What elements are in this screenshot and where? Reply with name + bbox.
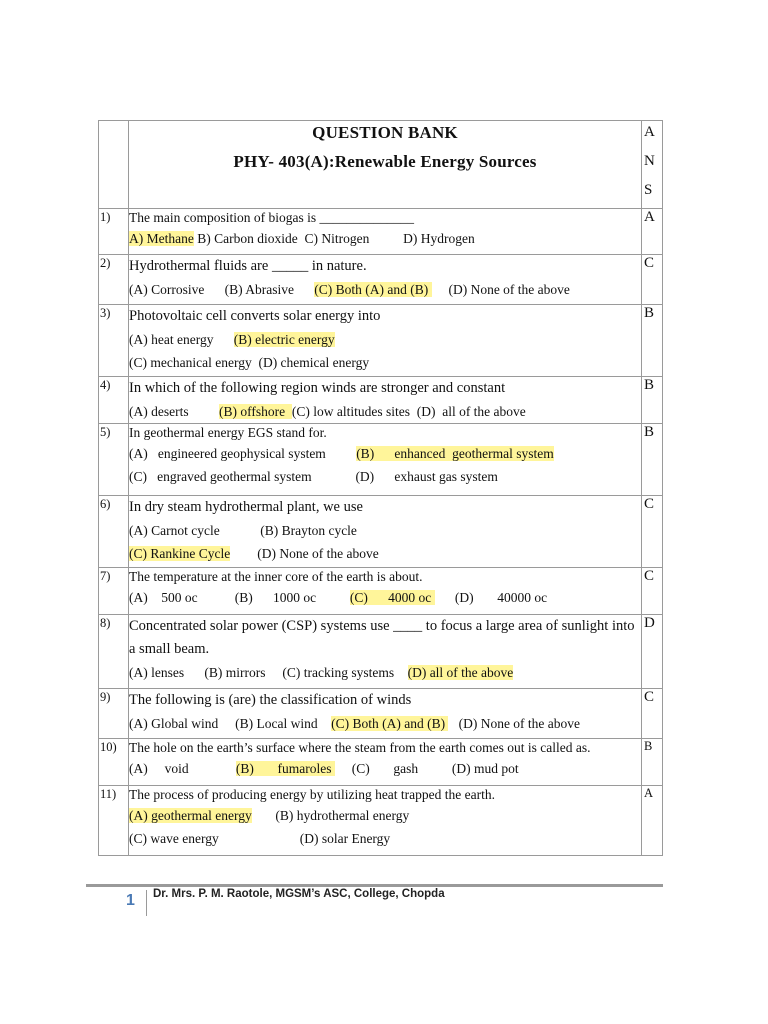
option-text: (D) None of the above: [448, 716, 581, 731]
answer-key: C: [642, 568, 663, 615]
answer-key: C: [642, 496, 663, 568]
correct-option: (C) Rankine Cycle: [129, 546, 231, 561]
footer-author: Dr. Mrs. P. M. Raotole, MGSM’s ASC, College, Chopda: [153, 888, 445, 900]
correct-option: (C) 4000 oc: [349, 590, 435, 605]
ans-letter-a: A: [644, 124, 655, 140]
option-text: (C) gash (D) mud pot: [334, 761, 519, 776]
question-number: 7): [99, 568, 129, 615]
option-text: (C) wave energy (D) solar Energy: [129, 831, 391, 846]
question-cell: [129, 615, 642, 689]
question-row: [99, 689, 663, 739]
question-number: 3): [99, 305, 129, 377]
option-text: (A) Corrosive (B) Abrasive: [129, 282, 315, 297]
options-line: [129, 328, 641, 351]
question-row: [99, 496, 663, 568]
question-number: 6): [99, 496, 129, 568]
question-cell: [129, 568, 642, 615]
question-stem: The temperature at the inner core of the earth is about.: [129, 569, 423, 584]
answer-key: C: [642, 689, 663, 739]
option-text: (A) 500 oc (B) 1000 oc: [129, 590, 350, 605]
options-line: [129, 519, 641, 542]
option-text: B) Carbon dioxide C) Nitrogen D) Hydrogen: [193, 231, 475, 246]
question-row: [99, 739, 663, 786]
question-stem: The process of producing energy by utilizing heat trapped the earth.: [129, 787, 496, 802]
options-line: [129, 442, 641, 465]
option-text: (C) engraved geothermal system (D) exhaust gas system: [129, 469, 498, 484]
question-cell: [129, 689, 642, 739]
answer-key: A: [642, 209, 663, 255]
correct-option: (B) enhanced geothermal system: [356, 446, 554, 461]
question-number: 1): [99, 209, 129, 255]
correct-option: (B) fumaroles: [235, 761, 335, 776]
options-line: [129, 278, 641, 301]
options-line: [129, 712, 641, 735]
question-row: [99, 568, 663, 615]
question-row: [99, 305, 663, 377]
question-row: [99, 786, 663, 856]
question-number: 2): [99, 255, 129, 305]
question-stem: The hole on the earth’s surface where the steam from the earth comes out is called as.: [129, 740, 591, 755]
page-number: 1: [126, 890, 147, 916]
option-text: (A) deserts: [129, 404, 219, 419]
answer-key: A: [642, 786, 663, 856]
question-cell: [129, 739, 642, 786]
options-line: [129, 827, 641, 850]
question-stem: Photovoltaic cell converts solar energy into: [129, 308, 381, 324]
header-row: [99, 121, 663, 209]
option-text: (D) None of the above: [230, 546, 379, 561]
answer-column-header: [642, 121, 663, 209]
option-text: (C) low altitudes sites (D) all of the above: [291, 404, 526, 419]
option-text: (B) hydrothermal energy: [251, 808, 410, 823]
options-line: [129, 542, 641, 565]
question-stem: Concentrated solar power (CSP) systems use ____ to focus a large area of sunlight into a small beam.: [129, 618, 635, 657]
answer-key: B: [642, 305, 663, 377]
correct-option: (C) Both (A) and (B): [314, 282, 432, 297]
question-stem: Hydrothermal fluids are _____ in nature.: [129, 258, 367, 274]
question-number: 9): [99, 689, 129, 739]
question-cell: [129, 209, 642, 255]
ans-letter-n: N: [644, 153, 655, 169]
ans-letter-s: S: [644, 182, 653, 198]
options-line: [129, 804, 641, 827]
question-row: [99, 424, 663, 496]
correct-option: (B) offshore: [218, 404, 292, 419]
question-row: [99, 209, 663, 255]
option-text: (C) mechanical energy (D) chemical energy: [129, 355, 370, 370]
correct-option: (B) electric energy: [233, 332, 335, 347]
correct-option: (D) all of the above: [407, 665, 514, 680]
options-line: [129, 227, 641, 250]
question-number: 5): [99, 424, 129, 496]
option-text: (A) engineered geophysical system: [129, 446, 357, 461]
footer-divider: [86, 884, 663, 887]
correct-option: (C) Both (A) and (B): [331, 716, 449, 731]
question-number: 4): [99, 377, 129, 424]
options-line: [129, 661, 641, 684]
question-stem: The following is (are) the classification of winds: [129, 692, 412, 708]
options-line: [129, 586, 641, 609]
answer-key: D: [642, 615, 663, 689]
question-stem: In geothermal energy EGS stand for.: [129, 425, 327, 440]
answer-key: C: [642, 255, 663, 305]
page-title: QUESTION BANK: [312, 123, 458, 142]
option-text: (A) heat energy: [129, 332, 234, 347]
question-number: 8): [99, 615, 129, 689]
answer-key: B: [642, 377, 663, 424]
correct-option: (A) geothermal energy: [129, 808, 252, 823]
option-text: (A) Global wind (B) Local wind: [129, 716, 332, 731]
question-stem: The main composition of biogas is ______________: [129, 210, 414, 225]
question-number: 10): [99, 739, 129, 786]
option-text: (D) None of the above: [431, 282, 570, 297]
options-line: [129, 757, 641, 780]
option-text: (A) lenses (B) mirrors (C) tracking systems: [129, 665, 408, 680]
options-line: [129, 400, 641, 423]
header-title-cell: [129, 121, 642, 209]
options-line: [129, 351, 641, 374]
question-cell: [129, 496, 642, 568]
question-cell: [129, 424, 642, 496]
question-cell: [129, 786, 642, 856]
course-subtitle: PHY- 403(A):Renewable Energy Sources: [233, 152, 537, 171]
header-num-cell: [99, 121, 129, 209]
question-stem: In which of the following region winds are stronger and constant: [129, 380, 506, 396]
question-row: [99, 377, 663, 424]
answer-key: B: [642, 739, 663, 786]
question-stem: In dry steam hydrothermal plant, we use: [129, 499, 363, 515]
option-text: (D) 40000 oc: [434, 590, 548, 605]
question-cell: [129, 305, 642, 377]
question-row: [99, 255, 663, 305]
option-text: (A) void: [129, 761, 236, 776]
question-cell: [129, 255, 642, 305]
question-cell: [129, 377, 642, 424]
question-number: 11): [99, 786, 129, 856]
correct-option: A) Methane: [129, 231, 194, 246]
answer-key: B: [642, 424, 663, 496]
options-line: [129, 465, 641, 488]
option-text: (A) Carnot cycle (B) Brayton cycle: [129, 523, 357, 538]
question-bank-table: [98, 120, 663, 856]
question-row: [99, 615, 663, 689]
